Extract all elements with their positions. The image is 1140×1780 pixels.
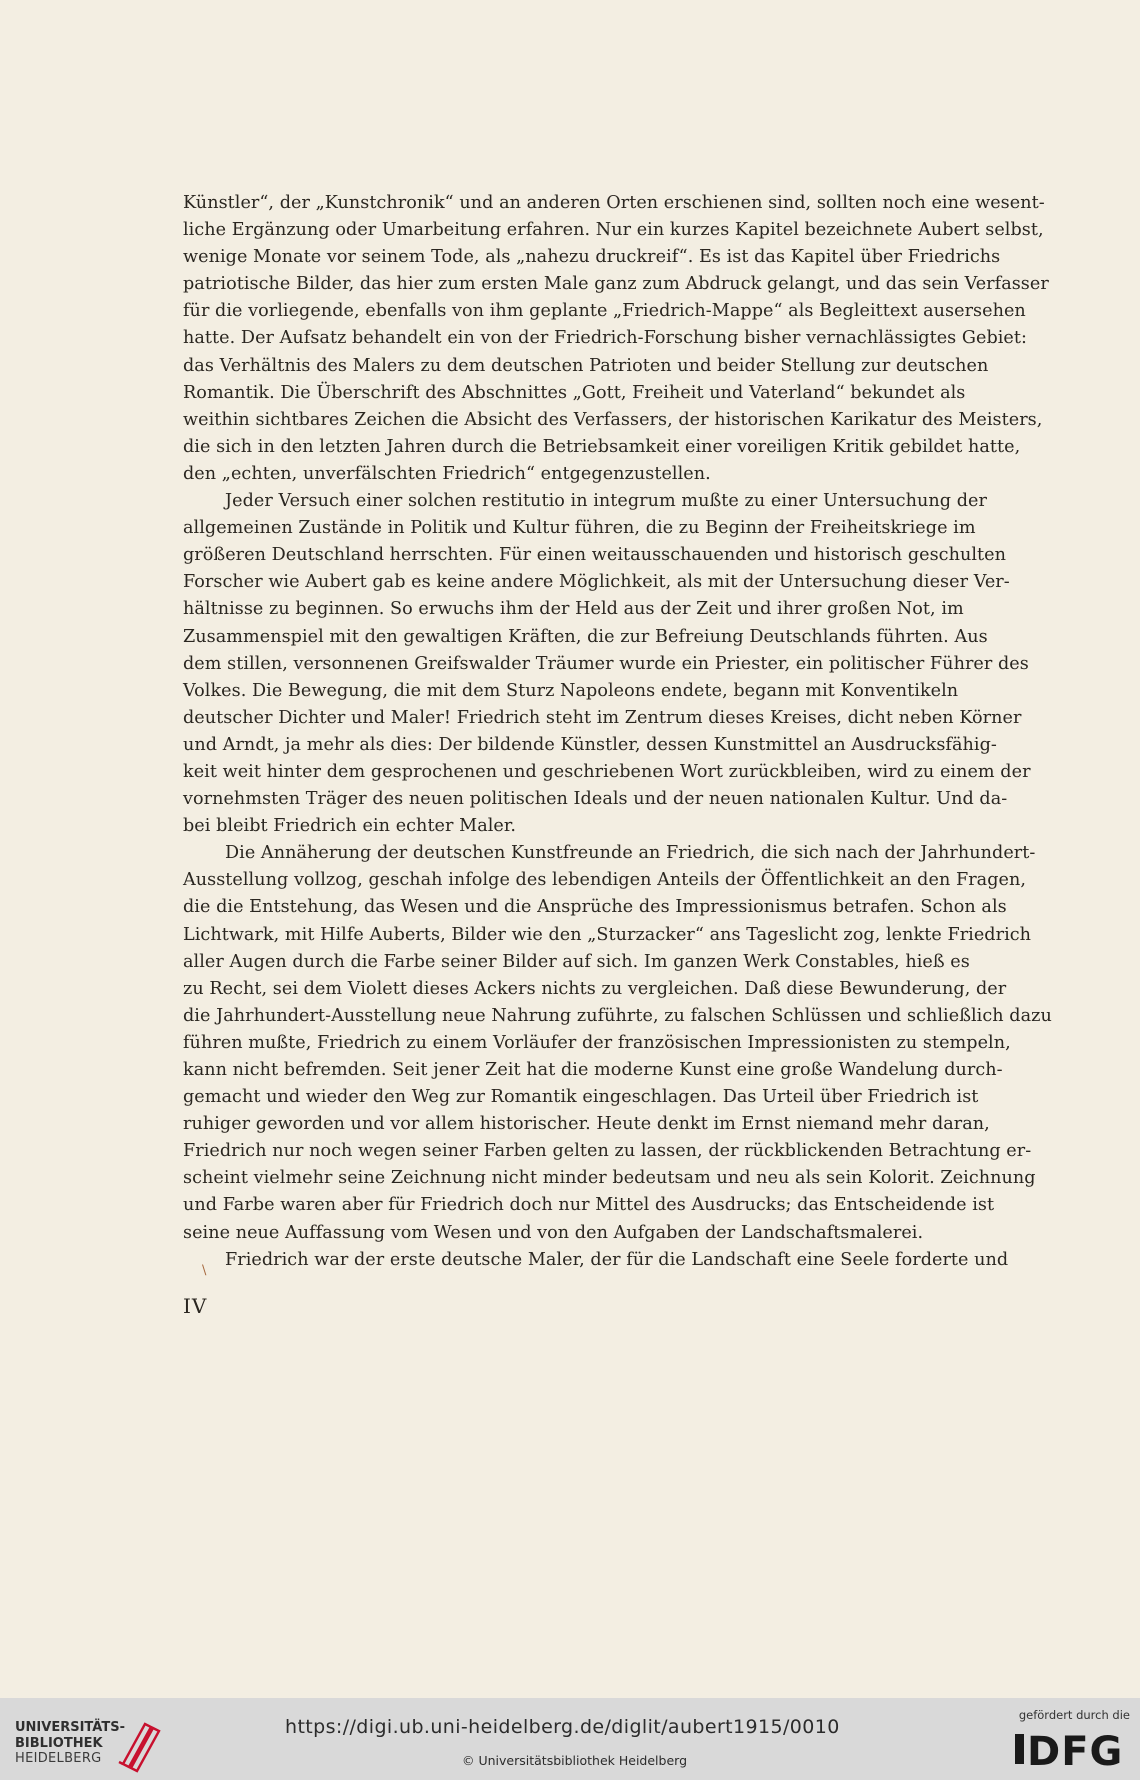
text-line: die sich in den letzten Jahren durch die Betriebsamkeit einer voreiligen Kritik gebildet hatte, bbox=[183, 436, 1021, 457]
text-line: vornehmsten Träger des neuen politischen Ideals und der neuen nationalen Kultur. Und da- bbox=[183, 789, 1008, 810]
text-line: hatte. Der Aufsatz behandelt ein von der Friedrich-Forschung bisher vernachlässigtes Gebiet: bbox=[183, 328, 1027, 349]
dfg-logo-icon bbox=[1015, 1728, 1130, 1773]
text-line: keit weit hinter dem gesprochenen und geschriebenen Wort zurückbleiben, wird zu einem der bbox=[183, 761, 1031, 782]
library-name-line3: HEIDELBERG bbox=[15, 1751, 102, 1766]
text-line: Jeder Versuch einer solchen restitutio in integrum mußte zu einer Untersuchung der bbox=[225, 491, 987, 512]
text-line: Friedrich war der erste deutsche Maler, der für die Landschaft eine Seele forderte und bbox=[225, 1249, 1009, 1270]
text-line: Forscher wie Aubert gab es keine andere Möglichkeit, als mit der Untersuchung dieser Ver- bbox=[183, 572, 1010, 593]
dfg-funding-logo[interactable] bbox=[1015, 1708, 1130, 1773]
margin-mark: \ bbox=[202, 1263, 207, 1278]
library-name-line2: BIBLIOTHEK bbox=[15, 1735, 103, 1751]
text-line: die die Entstehung, das Wesen und die Ansprüche des Impressionismus betrafen. Schon als bbox=[183, 897, 1007, 918]
text-line: und Farbe waren aber für Friedrich doch nur Mittel des Ausdrucks; das Entscheidende ist bbox=[183, 1195, 995, 1216]
text-line: die Jahrhundert-Ausstellung neue Nahrung zuführte, zu falschen Schlüssen und schließlich dazu bbox=[183, 1005, 1052, 1026]
page-number: IV bbox=[183, 1294, 208, 1318]
text-line: zu Recht, sei dem Violett dieses Ackers nichts zu vergleichen. Daß diese Bewunderung, der bbox=[183, 978, 1007, 999]
permalink-url[interactable]: https://digi.ub.uni-heidelberg.de/diglit/aubert1915/0010 bbox=[285, 1716, 840, 1738]
text-line: weithin sichtbares Zeichen die Absicht des Verfassers, der historischen Karikatur des Meisters, bbox=[183, 409, 1043, 430]
funding-caption: gefördert durch die bbox=[1018, 1708, 1130, 1722]
text-line: das Verhältnis des Malers zu dem deutschen Patrioten und beider Stellung zur deutschen bbox=[183, 355, 989, 376]
text-line: führen mußte, Friedrich zu einem Vorläufer der französischen Impressionisten zu stempeln, bbox=[183, 1032, 1011, 1053]
text-line: scheint vielmehr seine Zeichnung nicht minder bedeutsam und neu als sein Kolorit. Zeichnung bbox=[183, 1168, 1036, 1189]
text-line: patriotische Bilder, das hier zum ersten Male ganz zum Abdruck gelangt, und das sein Verfasser bbox=[183, 274, 1049, 295]
text-line: Friedrich nur noch wegen seiner Farben gelten zu lassen, der rückblickenden Betrachtung er- bbox=[183, 1141, 1032, 1162]
library-name-line1: UNIVERSITÄTS- bbox=[15, 1720, 125, 1735]
text-line: Volkes. Die Bewegung, die mit dem Sturz Napoleons endete, begann mit Konventikeln bbox=[183, 680, 959, 701]
text-line: für die vorliegende, ebenfalls von ihm geplante „Friedrich-Mappe“ als Begleittext ausersehen bbox=[183, 301, 1026, 322]
text-line: seine neue Auffassung vom Wesen und von den Aufgaben der Landschaftsmalerei. bbox=[183, 1222, 924, 1243]
text-line: aller Augen durch die Farbe seiner Bilder auf sich. Im ganzen Werk Constables, hieß es bbox=[183, 951, 970, 972]
text-line: allgemeinen Zustände in Politik und Kultur führen, die zu Beginn der Freiheitskriege im bbox=[183, 518, 976, 539]
text-line: den „echten, unverfälschten Friedrich“ entgegenzustellen. bbox=[183, 463, 711, 484]
viewer-footer bbox=[0, 1698, 1140, 1780]
text-line: dem stillen, versonnenen Greifswalder Träumer wurde ein Priester, ein politischer Führer des bbox=[183, 653, 1029, 674]
text-line: deutscher Dichter und Maler! Friedrich steht im Zentrum dieses Kreises, dicht neben Körner bbox=[183, 707, 1022, 728]
library-name bbox=[15, 1720, 125, 1767]
text-line: Romantik. Die Überschrift des Abschnittes „Gott, Freiheit und Vaterland“ bekundet als bbox=[183, 382, 966, 403]
dfg-logo-text: DFG bbox=[1027, 1729, 1124, 1775]
copyright-notice: © Universitätsbibliothek Heidelberg bbox=[462, 1753, 688, 1768]
text-line: Ausstellung vollzog, geschah infolge des lebendigen Anteils der Öffentlichkeit an den Fragen, bbox=[183, 870, 1027, 891]
text-line: gemacht und wieder den Weg zur Romantik eingeschlagen. Das Urteil über Friedrich ist bbox=[183, 1087, 979, 1108]
text-line: Künstler“, der „Kunstchronik“ und an anderen Orten erschienen sind, sollten noch eine wesent- bbox=[183, 193, 1045, 213]
text-line: und Arndt, ja mehr als dies: Der bildende Künstler, dessen Kunstmittel an Ausdrucksfähig- bbox=[183, 734, 997, 755]
text-line: liche Ergänzung oder Umarbeitung erfahren. Nur ein kurzes Kapitel bezeichnete Aubert selbst, bbox=[183, 220, 1044, 241]
text-line: ruhiger geworden und vor allem historischer. Heute denkt im Ernst niemand mehr daran, bbox=[183, 1114, 990, 1135]
text-line: kann nicht befremden. Seit jener Zeit hat die moderne Kunst eine große Wandelung durch- bbox=[183, 1060, 1003, 1080]
library-logo[interactable] bbox=[15, 1720, 165, 1770]
text-line: größeren Deutschland herrschten. Für einen weitausschauenden und historisch geschulten bbox=[183, 545, 1006, 566]
text-line: hältnisse zu beginnen. So erwuchs ihm der Held aus der Zeit und ihrer großen Not, im bbox=[183, 599, 964, 620]
text-line: wenige Monate vor seinem Tode, als „nahezu druckreif“. Es ist das Kapitel über Friedrichs bbox=[183, 247, 1001, 268]
text-line: Zusammenspiel mit den gewaltigen Kräften, die zur Befreiung Deutschlands führten. Aus bbox=[183, 626, 988, 647]
text-line: Die Annäherung der deutschen Kunstfreunde an Friedrich, die sich nach der Jahrhundert- bbox=[225, 843, 1036, 864]
text-line: Lichtwark, mit Hilfe Auberts, Bilder wie den „Sturzacker“ ans Tageslicht zog, lenkte Friedrich bbox=[183, 924, 1032, 945]
body-text bbox=[183, 190, 1052, 1274]
text-line: bei bleibt Friedrich ein echter Maler. bbox=[183, 816, 517, 837]
library-emblem-icon bbox=[115, 1714, 163, 1772]
